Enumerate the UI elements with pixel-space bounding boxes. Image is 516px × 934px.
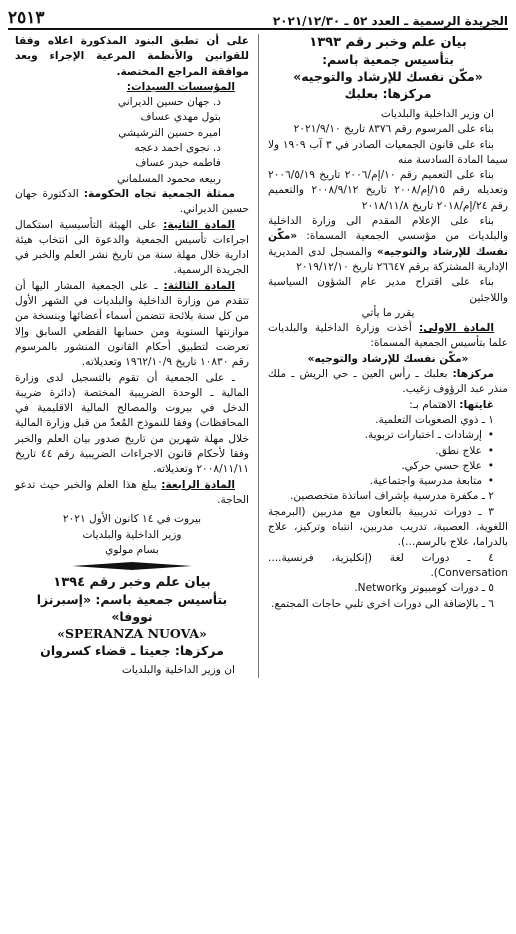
goals-paragraph (268, 398, 508, 413)
goal-bullet-list (268, 428, 508, 489)
page-number: ٢٥١٣ (8, 8, 45, 28)
founder-name: اميره حسين الترشيشي (118, 126, 221, 139)
paragraph: بناء على المرسوم رقم ٨٣٧٦ تاريخ ٢٠٢١/٩/١٠ (293, 123, 494, 136)
columns (8, 34, 508, 678)
association-name: «مكّن نفسك للإرشاد والتوجيه» (293, 69, 483, 84)
founder-name: فاطمه حيدر عساف (135, 157, 221, 170)
article-4 (15, 478, 249, 509)
text: بعلبك ـ رأس العين ـ حي الريش ـ ملك منذر عبد الرؤوف زغيب. (268, 368, 508, 396)
notice-1393-subtitle: بتأسيس جمعية باسم: (322, 52, 454, 67)
founder-name: د. جهان حسين الديراني (117, 96, 221, 109)
founder-name: ربيعه محمود المسلماني (117, 172, 221, 185)
text: بناء على الإعلام المقدم الى وزارة الداخلية والبلديات من مؤسسي الجمعية المسماة: (268, 215, 508, 243)
goal-item: ١ ـ ذوي الصعوبات التعلمية. (375, 413, 494, 426)
text: يبلغ هذا العلم والخبر حيث تدعو الحاجة. (15, 478, 249, 506)
paragraph: ان وزير الداخلية والبلديات (121, 664, 235, 677)
article-label: المادة الرابعة: (161, 478, 235, 491)
article-label: المادة الثانية: (163, 218, 235, 231)
association-hq: مركزها: بعلبك (344, 86, 432, 101)
list-item: • متابعة مدرسية واجتماعية. (268, 474, 482, 489)
goal-item: ٢ ـ مكفرة مدرسية بإشراف اساتذة متخصصين. (289, 490, 494, 503)
paragraph: بناء على اقتراح مدير عام الشؤون السياسية واللاجئين (268, 276, 508, 304)
paragraph: بناء على التعميم رقم ١٠/إم/٢٠٠٦ تاريخ ٢٠٠٦/٥/١٩ وتعديله رقم ١٥/إم/٢٠٠٨ تاريخ ٢٠٠٨/٩/١٢ والتعميم رقم ٢٤/إم/٢٠١٨ تاريخ ٢٠١٨/١١/٨ (268, 169, 508, 212)
page-header (8, 6, 508, 30)
text: أخذت وزارة الداخلية والبلديات علما بتأسيس الجمعية المسماة: (268, 322, 508, 350)
decision-heading: يقرر ما يأتي (361, 306, 415, 319)
notice-1394-subtitle: بتأسيس جمعية باسم: «إسبرنزا نووفا» (36, 592, 228, 625)
gazette-title: الجريدة الرسمية ـ العدد ٥٢ ـ ٢٠٢١/١٢/٣٠ (272, 14, 508, 28)
left-column (9, 34, 255, 678)
list-item: • علاج حسي حركي. (268, 459, 482, 474)
text: «مكّن نفسك للإرشاد والتوجيه» (268, 230, 508, 258)
founder-name: د. نجوى احمد دعجه (134, 142, 221, 155)
goal-item: ٥ ـ دورات كومبيوتر وNetwork. (354, 582, 494, 595)
list-item: • إرشادات ـ اختبارات تربوية. (268, 428, 482, 443)
article-label: المادة الاولى: (419, 322, 494, 335)
text: على الهيئة التأسيسية استكمال اجراءات تأسيس الجمعية والدعوة الى انتخاب هيئة ادارية خلال مهلة سنة من تاريخ نشر العلم والخبر في الجريدة الرسمية. (15, 218, 249, 277)
paragraph: ان وزير الداخلية والبلديات (380, 108, 494, 120)
representative (15, 187, 249, 218)
separator-ornament (72, 562, 192, 570)
paragraph: بناء على قانون الجمعيات الصادر في ٣ آب ١٩٠٩ ولا سيما المادة السادسة منه (268, 138, 508, 166)
list-item: • علاج نطق. (268, 444, 482, 459)
signature-date: بيروت في ١٤ كانون الأول ٢٠٢١ (62, 513, 202, 526)
goal-item: ٣ ـ دورات تدريبية بالتعاون مع مدربين (البرمجة اللغوية، العصبية، تدريب مدربين، انتباه وتركيز، علاج بالدراما، علاج بالرسم...). (268, 505, 508, 549)
paragraph: ـ على الجمعية أن تقوم بالتسجيل لدى وزارة المالية ـ الوحدة الضريبية المختصة (دائرة ضريبة الدخل في بيروت والمصالح المالية الاقليمية في المحافظات) وفقا للنموذج المُعدّ من قبل وزارة المالية خلال مهلة شهرين من تاريخ صدور بيان العلم والخبر وفقا لأحكام قانون الاجراءات الضريبية رقم ٤٤ تاريخ ٢٠٠٨/١١/١١ وتعديلاته. (15, 371, 249, 476)
hq-label: مركزها: (452, 368, 494, 381)
goals-label: غايتها: (459, 398, 494, 411)
signature-role: وزير الداخلية والبلديات (82, 528, 182, 541)
goal-item: ٦ ـ بالإضافة الى دورات اخرى تلبي حاجات المجتمع. (271, 597, 494, 610)
article-label: المادة الثالثة: (163, 279, 235, 292)
signature-name: بسام مولوي (105, 543, 159, 556)
text: والمسجل لدى المديرية الإدارية المشتركة برقم ٢٦٦٤٧ تاريخ ٢٠١٩/١٢/١٠ (268, 245, 508, 273)
notice-1393-title: بيان علم وخبر رقم ١٣٩٣ (309, 35, 467, 50)
article-3 (15, 279, 249, 371)
section-separator (15, 561, 249, 571)
notice-1394-title: بيان علم وخبر رقم ١٣٩٤ (53, 575, 211, 591)
association-name: «مكّن نفسك للإرشاد والتوجيه» (307, 352, 469, 365)
column-divider (258, 34, 259, 678)
latin-name: «SPERANZA NUOVA» (57, 626, 207, 642)
right-column (262, 34, 508, 678)
text: الاهتمام بـ: (409, 398, 460, 411)
founder-name: بتول مهدي عساف (140, 111, 221, 124)
goal-item: ٤ ـ دورات لغة (إنكليزية، فرنسية.... Conversation). (268, 551, 508, 579)
paragraph (268, 214, 508, 275)
paragraph: على أن تطبق البنود المذكورة اعلاه وفقا للقوانين والأنظمة المرعية الإجراء وبعد موافقة المراجع المختصة. (15, 35, 249, 78)
article-1 (268, 321, 508, 352)
hq-paragraph (268, 367, 508, 398)
article-2 (15, 218, 249, 279)
signature-block (15, 512, 249, 558)
text: الدكتورة جهان حسين الديراني. (15, 187, 249, 216)
founders-label: المؤسسات السيدات: (126, 80, 235, 93)
text: ـ على الجمعية المشار اليها أن تتقدم من وزارة الداخلية والبلديات في الشهر الأول من كل سنة بلائحة تتضمن أسماء أعضائها وبنسخة من موازنتها السنوية ومن حسابها القطعي السابق وإلا تعرضت لتطبيق أحكام القانون المنشور بالمرسوم رقم ١٠٨٣٠ تاريخ ١٩٦٢/١٠/٩ وتعديلاته. (15, 279, 249, 369)
notice-1394-hq: مركزها: جعيتا ـ قضاء كسروان (40, 643, 224, 659)
rep-label: ممثلة الجمعية تجاه الحكومة: (83, 187, 235, 200)
